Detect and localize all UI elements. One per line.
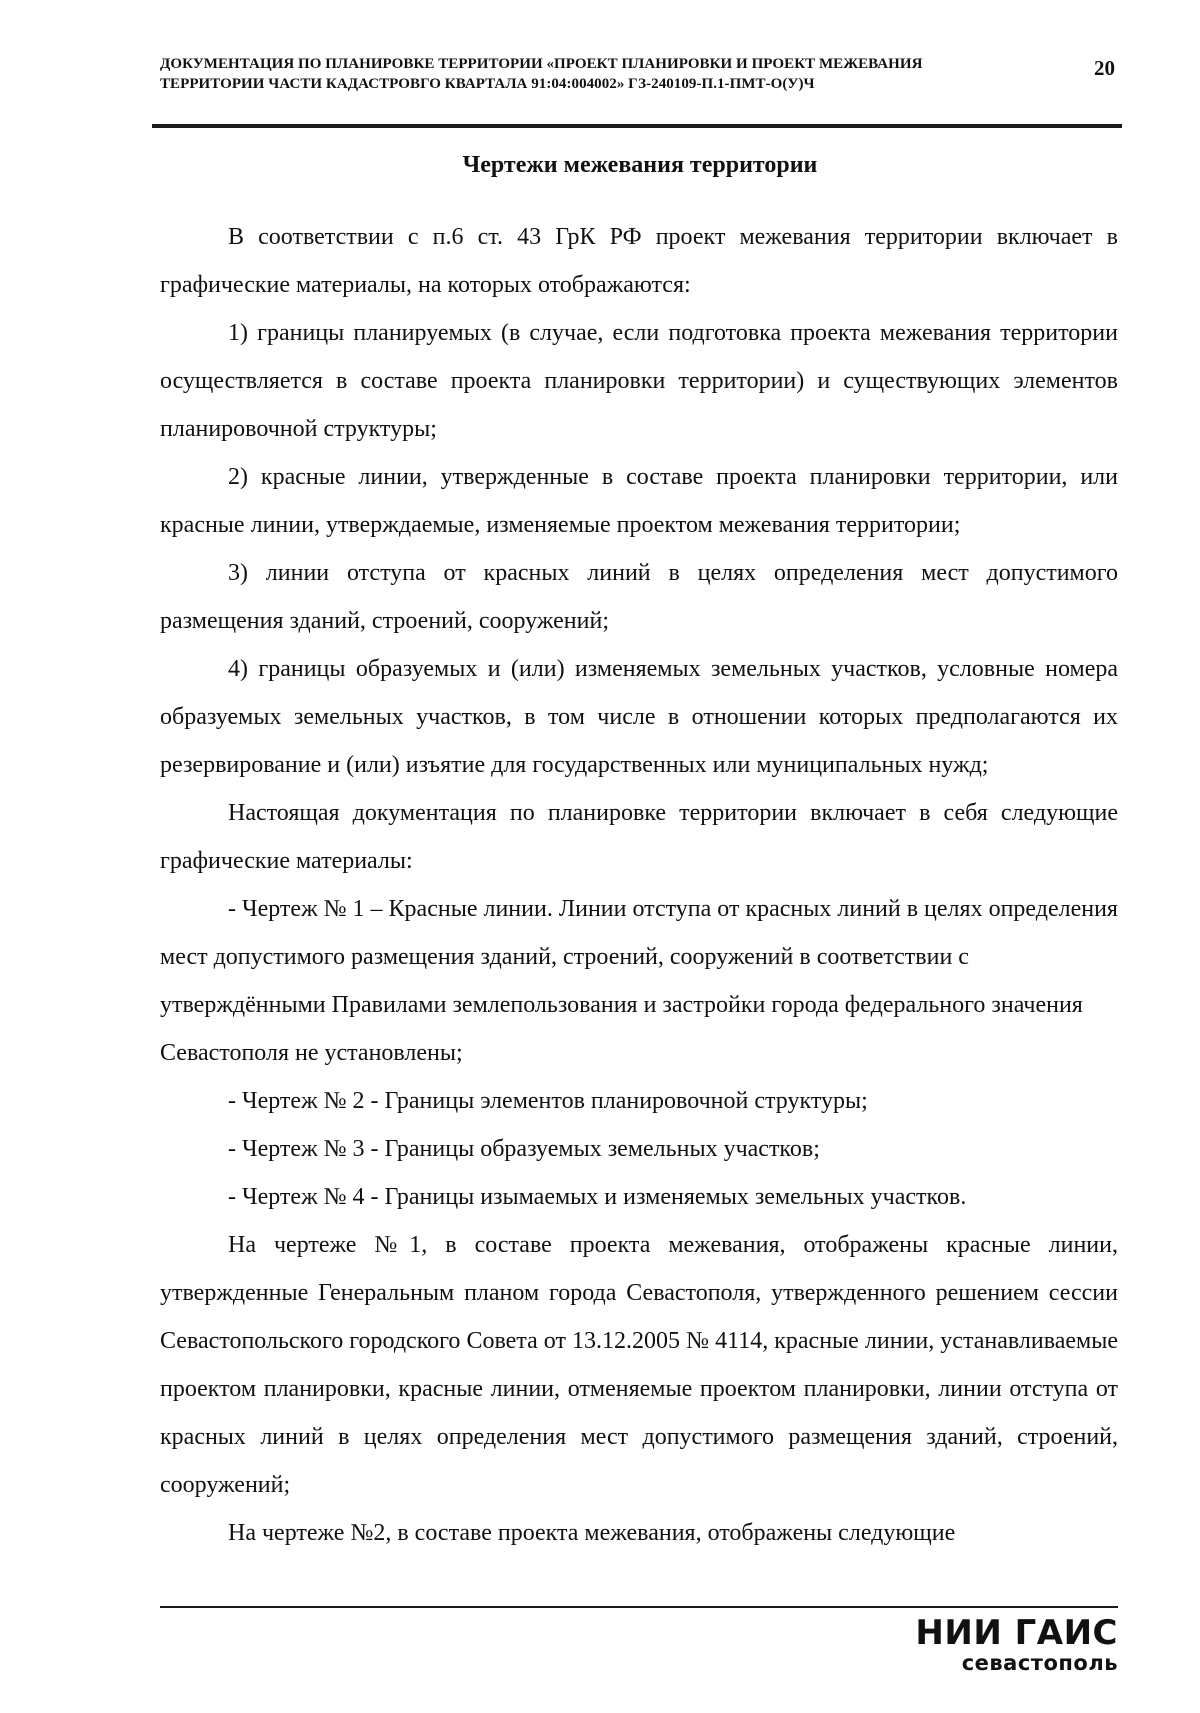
- logo-name: НИИ ГАИС: [915, 1613, 1118, 1653]
- paragraph-item-2: 2) красные линии, утвержденные в составе проекта планировки территории, или красные линии, утверждаемые, изменяемые проектом межевания территории;: [160, 464, 1118, 538]
- paragraph-intro: В соответствии с п.6 ст. 43 ГрК РФ проект межевания территории включает в графические материалы, на которых отображаются:: [160, 224, 1118, 298]
- section-title: Чертежи межевания территории: [462, 152, 818, 178]
- paragraph-item-3: 3) линии отступа от красных линий в целях определения мест допустимого размещения зданий, строений, сооружений;: [160, 560, 1118, 634]
- document-header: [160, 54, 1060, 94]
- header-line-1: ДОКУМЕНТАЦИЯ ПО ПЛАНИРОВКЕ ТЕРРИТОРИИ «ПРОЕКТ ПЛАНИРОВКИ И ПРОЕКТ МЕЖЕВАНИЯ: [160, 56, 923, 72]
- paragraph-drawing-2-details: На чертеже №2, в составе проекта межевания, отображены следующие: [228, 1520, 956, 1546]
- paragraph-drawing-3: - Чертеж № 3 - Границы образуемых земельных участков;: [228, 1136, 820, 1162]
- body-text: [160, 213, 1118, 1557]
- paragraph-drawing-4: - Чертеж № 4 - Границы изымаемых и изменяемых земельных участков.: [228, 1184, 967, 1210]
- paragraph-drawing-2: - Чертеж № 2 - Границы элементов планировочной структуры;: [228, 1088, 868, 1114]
- paragraph-item-1: 1) границы планируемых (в случае, если подготовка проекта межевания территории осуществляется в составе проекта планировки территории) и существующих элементов планировочной структуры;: [160, 320, 1118, 442]
- page-number: 20: [1094, 56, 1115, 80]
- organization-logo: [915, 1614, 1118, 1674]
- header-divider: [152, 124, 1122, 128]
- paragraph-item-4: 4) границы образуемых и (или) изменяемых земельных участков, условные номера образуемых земельных участков, в том числе в отношении которых предполагаются их резервирование и (или) изъятие для государственных или муниципальных нужд;: [160, 656, 1118, 778]
- paragraph-drawing-1-details: На чертеже №1, в составе проекта межевания, отображены красные линии, утвержденные Генеральным планом города Севастополя, утвержденного решением сессии Севастопольского городского Совета от 13.12.2005 № 4114, красные линии, устанавливаемые проектом планировки, красные линии, отменяемые проектом планировки, линии отступа от красных линий в целях определения мест допустимого размещения зданий, строений, сооружений;: [160, 1232, 1118, 1498]
- paragraph-materials-intro: Настоящая документация по планировке территории включает в себя следующие графические материалы:: [160, 800, 1118, 874]
- paragraph-drawing-1: - Чертеж № 1 – Красные линии. Линии отступа от красных линий в целях определения мест допустимого размещения зданий, строений, сооружений в соответствии с утверждёнными Правилами землепользования и застройки города федерального значения Севастополя не установлены;: [160, 896, 1118, 1066]
- header-line-2: ТЕРРИТОРИИ ЧАСТИ КАДАСТРОВГО КВАРТАЛА 91:04:004002» ГЗ-240109-П.1-ПМТ-О(У)Ч: [160, 76, 815, 92]
- logo-city: севастополь: [961, 1651, 1118, 1675]
- footer-divider: [160, 1606, 1118, 1608]
